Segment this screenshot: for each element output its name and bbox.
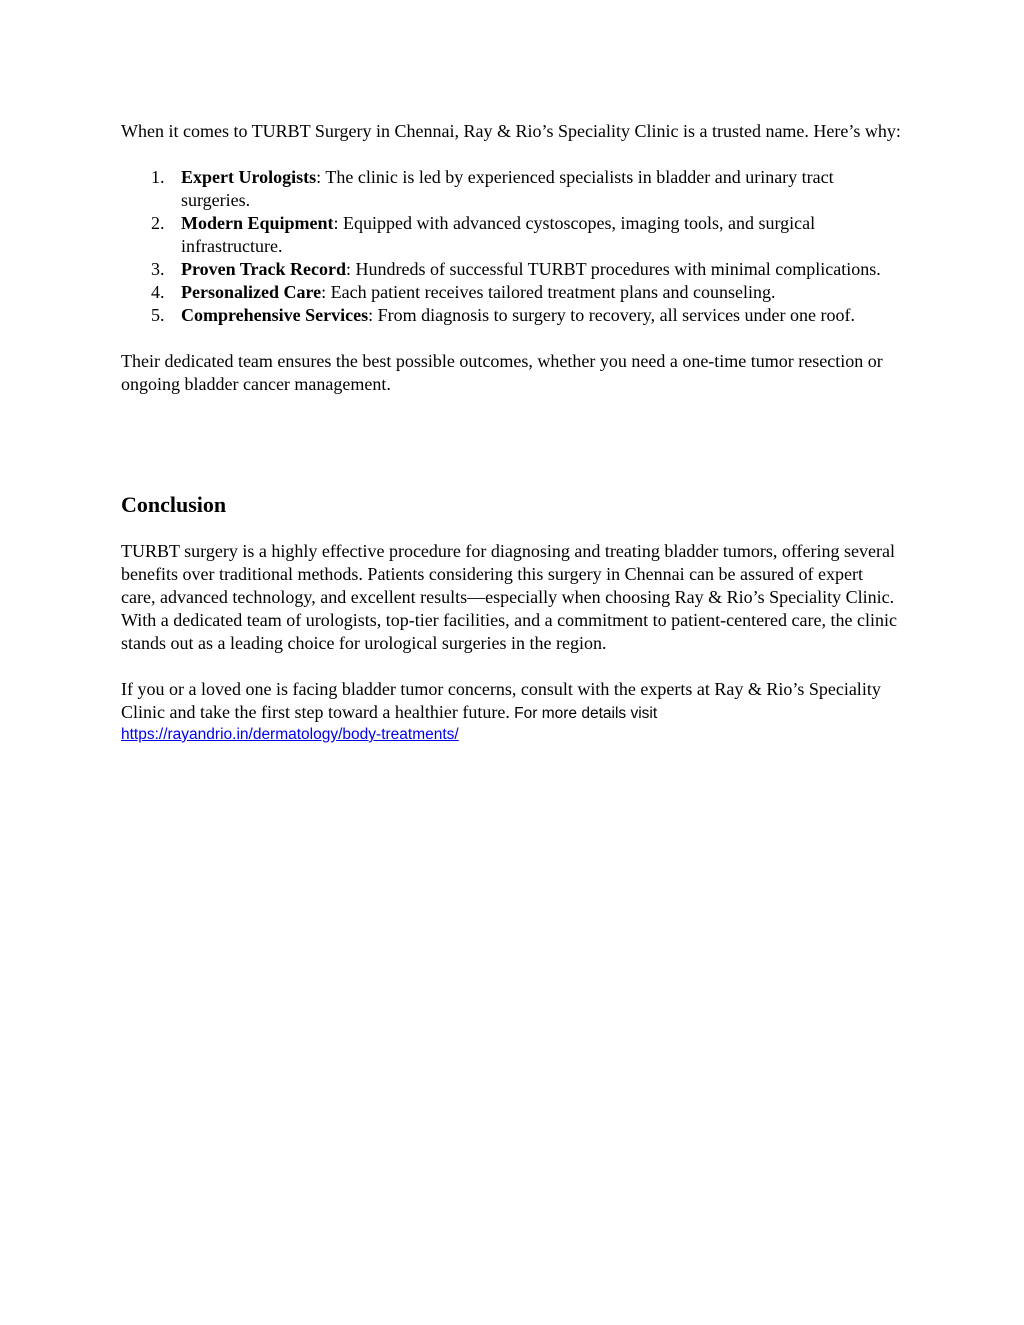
- list-item-number: 2.: [151, 213, 165, 233]
- list-item-text: : From diagnosis to surgery to recovery, all services under one roof.: [368, 305, 856, 325]
- list-item: [121, 281, 901, 304]
- list-item: [121, 166, 901, 212]
- list-item-title: Modern Equipment: [181, 213, 334, 233]
- list-item-number: 4.: [151, 282, 165, 302]
- list-item-number: 1.: [151, 167, 165, 187]
- more-details-text: For more details visit: [509, 705, 658, 722]
- list-item-text: : Each patient receives tailored treatment plans and counseling.: [321, 282, 776, 302]
- clinic-link[interactable]: https://rayandrio.in/dermatology/body-treatments/: [121, 726, 459, 743]
- list-item: [121, 304, 901, 327]
- list-item-text: : Hundreds of successful TURBT procedures with minimal complications.: [345, 259, 881, 279]
- list-item-title: Comprehensive Services: [181, 305, 369, 325]
- list-item-number: 3.: [151, 259, 165, 279]
- list-item-text: : Equipped with advanced cystoscopes, imaging tools, and surgical infrastructure.: [181, 213, 816, 256]
- closing-paragraph: [121, 678, 901, 745]
- list-item-number: 5.: [151, 305, 165, 325]
- list-item: [121, 212, 901, 258]
- conclusion-heading: Conclusion: [121, 492, 227, 517]
- list-item-title: Proven Track Record: [181, 259, 346, 279]
- list-item-text: : The clinic is led by experienced specialists in bladder and urinary tract surgeries.: [181, 167, 834, 210]
- reasons-section: [121, 120, 901, 396]
- conclusion-paragraph: TURBT surgery is a highly effective procedure for diagnosing and treating bladder tumors, offering several benefits over traditional methods. Patients considering this surgery in Chennai can be assured of expert care, advanced technology, and excellent results—especially when choosing Ray & Rio’s Speciality Clinic. With a dedicated team of urologists, top-tier facilities, and a commitment to patient-centered care, the clinic stands out as a leading choice for urological surgeries in the region.: [121, 541, 897, 653]
- closing-text: If you or a loved one is facing bladder tumor concerns, consult with the experts at Ray & Rio’s Speciality Clinic and take the first step toward a healthier future.: [121, 679, 881, 722]
- conclusion-section: [121, 540, 901, 745]
- intro-paragraph: When it comes to TURBT Surgery in Chennai, Ray & Rio’s Speciality Clinic is a trusted name. Here’s why:: [121, 121, 901, 141]
- team-paragraph: Their dedicated team ensures the best possible outcomes, whether you need a one-time tumor resection or ongoing bladder cancer management.: [121, 351, 883, 394]
- reasons-list: [121, 166, 901, 327]
- list-item-title: Personalized Care: [181, 282, 322, 302]
- list-item-title: Expert Urologists: [181, 167, 317, 187]
- list-item: [121, 258, 901, 281]
